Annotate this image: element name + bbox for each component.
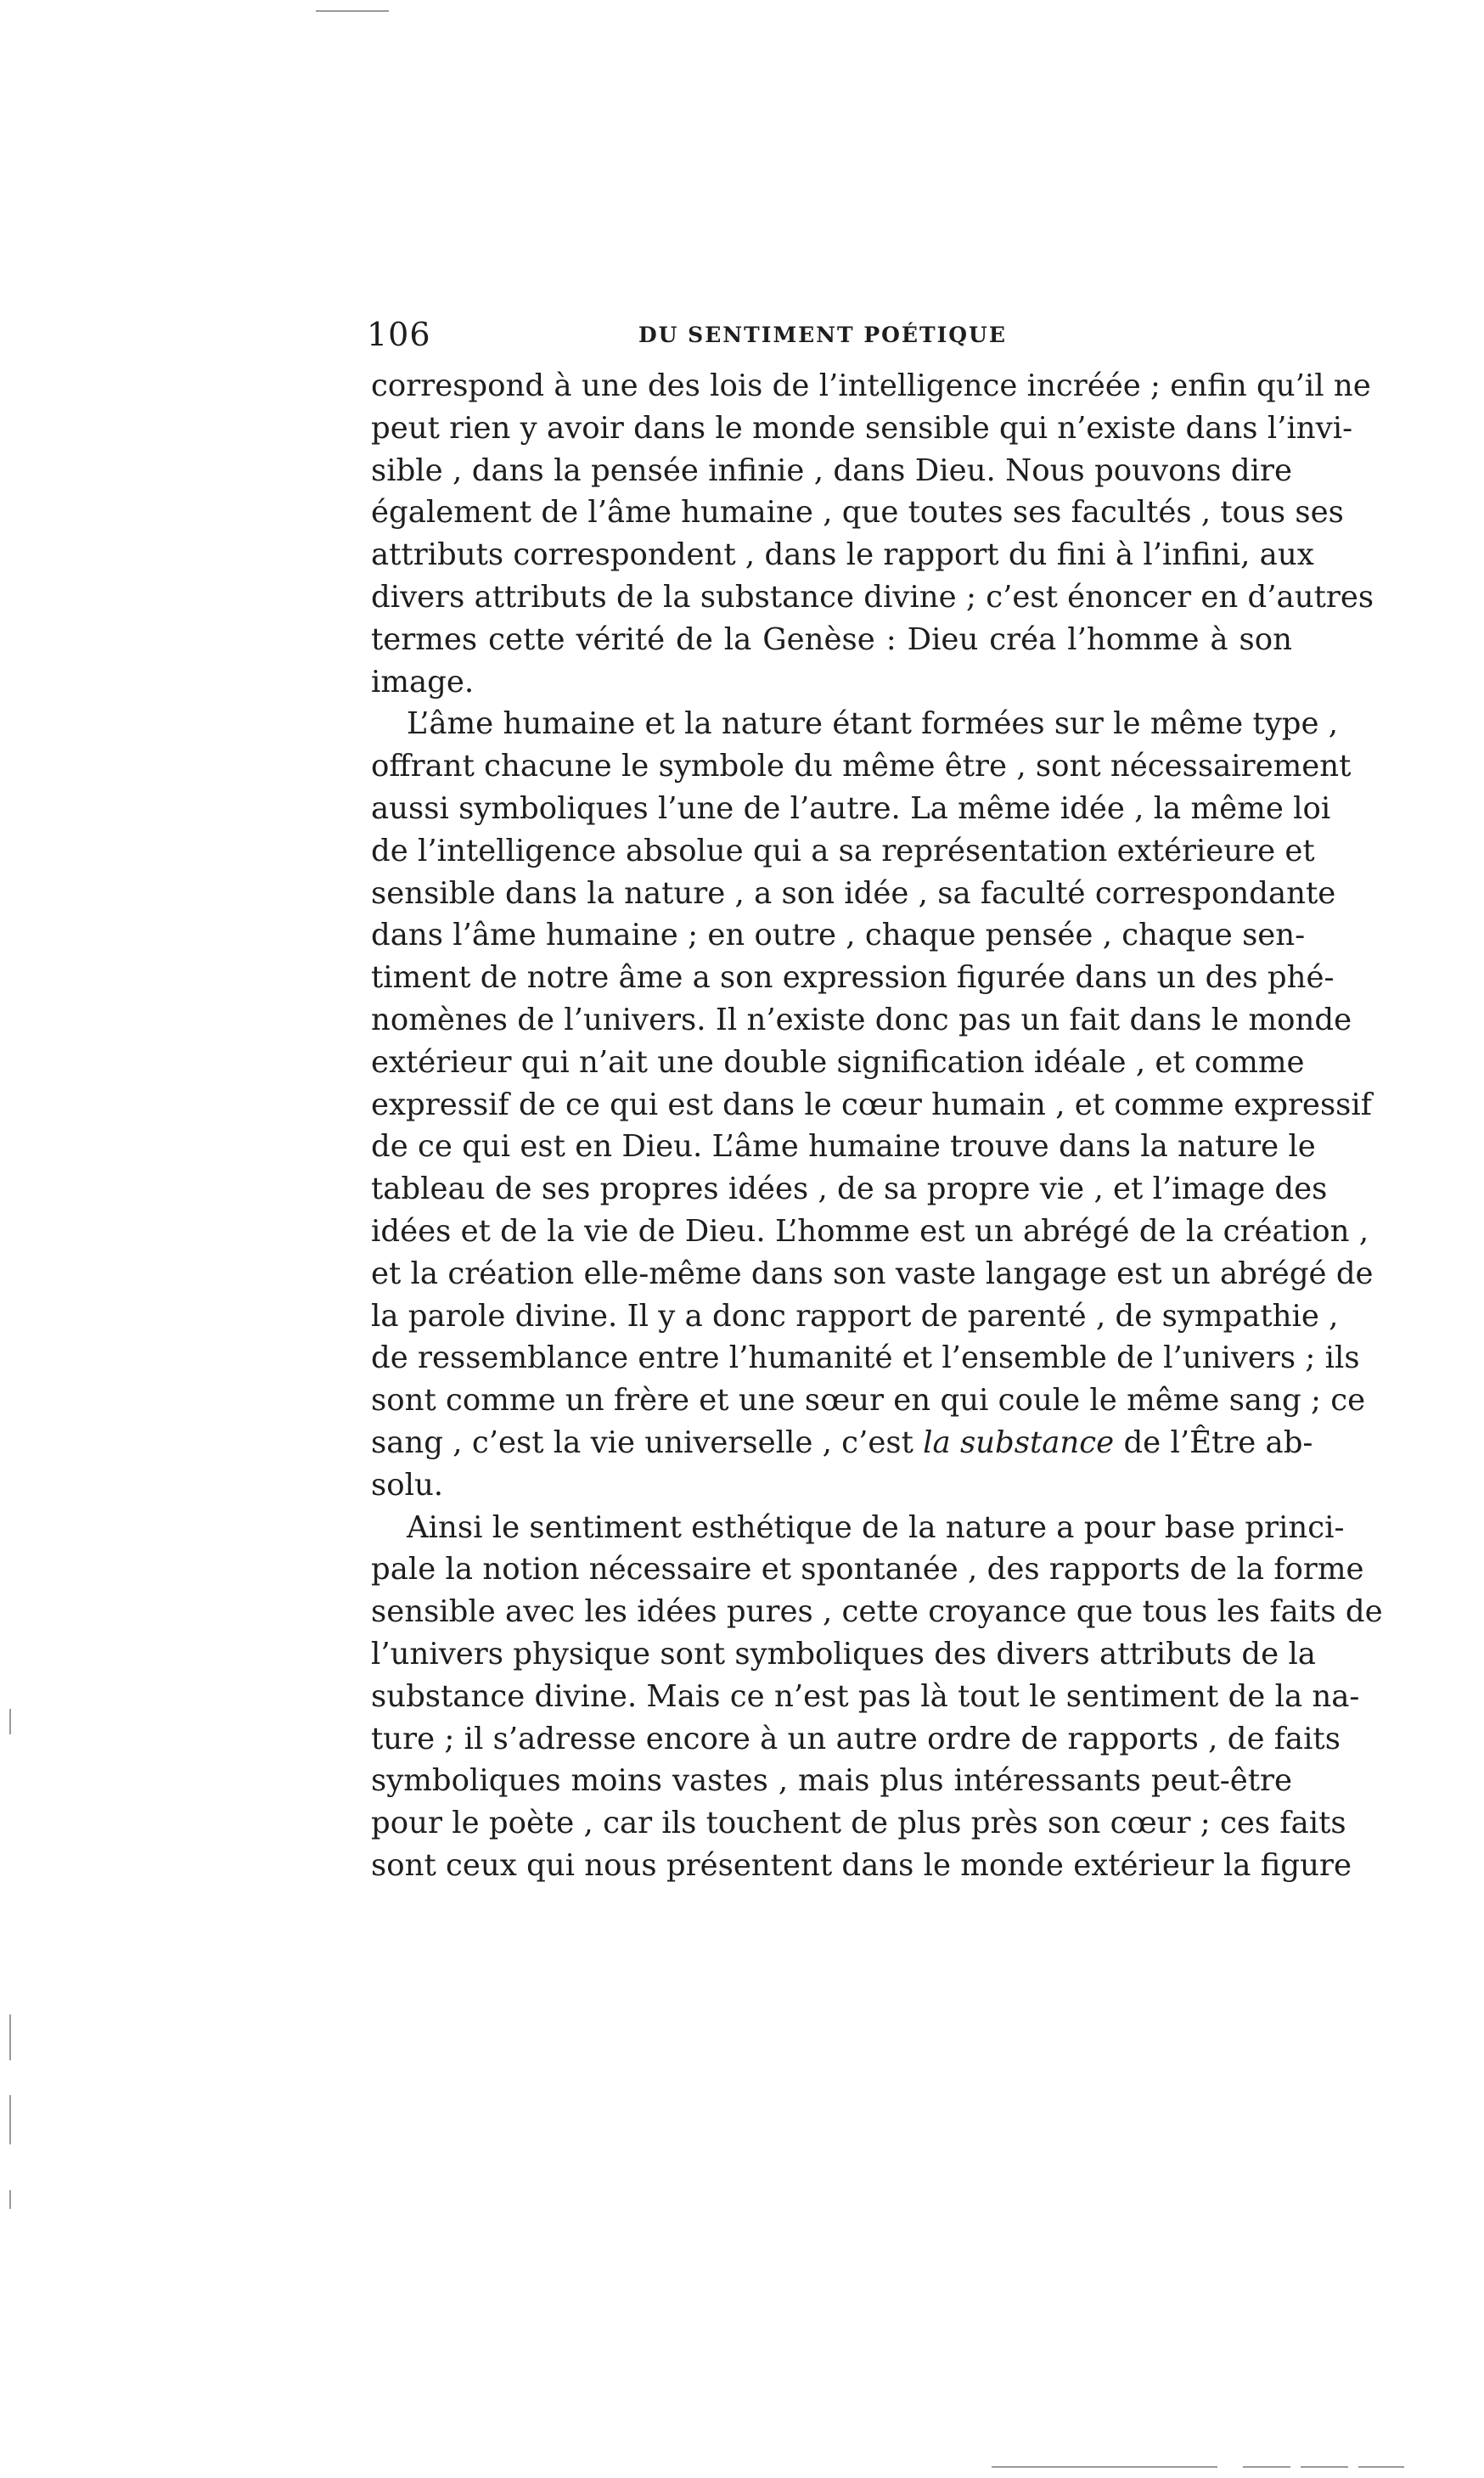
text-line: correspond à une des lois de l’intelligence incréée ; enfin qu’il ne	[371, 368, 1371, 403]
left-margin-scan-mark	[9, 2190, 11, 2209]
text-line: solu.	[371, 1467, 444, 1503]
bottom-edge-scan-mark	[1301, 2466, 1348, 2468]
body-text	[371, 365, 1383, 1887]
running-title: DU SENTIMENT POÉTIQUE	[638, 323, 1007, 347]
text-line: expressif de ce qui est dans le cœur humain , et comme expressif	[371, 1087, 1372, 1122]
italic-text-run: la substance	[923, 1424, 1115, 1460]
text-line: pour le poète , car ils touchent de plus près son cœur ; ces faits	[371, 1806, 1346, 1841]
bottom-edge-scan-mark	[1243, 2466, 1290, 2468]
text-line: peut rien y avoir dans le monde sensible qui n’existe dans l’invi-	[371, 410, 1353, 446]
text-line: Ainsi le sentiment esthétique de la nature a pour base princi-	[407, 1509, 1345, 1545]
text-line: nomènes de l’univers. Il n’existe donc pas un fait dans le monde	[371, 1002, 1352, 1037]
text-line: L’âme humaine et la nature étant formées sur le même type ,	[407, 706, 1339, 742]
bottom-edge-scan-mark	[992, 2466, 1217, 2468]
text-line: pale la notion nécessaire et spontanée , des rapports de la forme	[371, 1552, 1364, 1587]
text-line: la parole divine. Il y a donc rapport de parenté , de sympathie ,	[371, 1298, 1339, 1334]
text-run: de l’Être ab-	[1114, 1424, 1313, 1460]
text-line-with-italic	[371, 1422, 1313, 1464]
text-line: substance divine. Mais ce n’est pas là tout le sentiment de la na-	[371, 1678, 1360, 1714]
text-run: sang , c’est la vie universelle , c’est	[371, 1424, 924, 1460]
text-line: de l’intelligence absolue qui a sa représentation extérieure et	[371, 833, 1315, 868]
text-line: attributs correspondent , dans le rapport du fini à l’infini, aux	[371, 537, 1314, 573]
bottom-edge-scan-mark	[1358, 2466, 1404, 2468]
text-line: divers attributs de la substance divine ; c’est énoncer en d’autres	[371, 579, 1374, 615]
text-line: de ressemblance entre l’humanité et l’ensemble de l’univers ; ils	[371, 1340, 1360, 1376]
text-line: sont comme un frère et une sœur en qui coule le même sang ; ce	[371, 1383, 1366, 1419]
left-margin-scan-mark	[9, 1709, 11, 1734]
text-line: de ce qui est en Dieu. L’âme humaine trouve dans la nature le	[371, 1129, 1316, 1165]
text-line: idées et de la vie de Dieu. L’homme est un abrégé de la création ,	[371, 1213, 1369, 1249]
text-line: sont ceux qui nous présentent dans le monde extérieur la figure	[371, 1847, 1352, 1883]
text-line: offrant chacune le symbole du même être , sont nécessairement	[371, 749, 1352, 784]
text-line: dans l’âme humaine ; en outre , chaque pensée , chaque sen-	[371, 918, 1306, 953]
text-line: symboliques moins vastes , mais plus intéressants peut-être	[371, 1763, 1292, 1799]
text-line: extérieur qui n’ait une double signification idéale , et comme	[371, 1044, 1305, 1080]
left-margin-scan-mark	[9, 2095, 11, 2144]
text-line: et la création elle-même dans son vaste langage est un abrégé de	[371, 1256, 1374, 1291]
text-line: image.	[371, 664, 475, 700]
top-edge-scan-mark	[316, 10, 389, 12]
text-line: également de l’âme humaine , que toutes ses facultés , tous ses	[371, 495, 1344, 531]
text-line: sensible avec les idées pures , cette croyance que tous les faits de	[371, 1594, 1383, 1630]
text-line: l’univers physique sont symboliques des divers attributs de la	[371, 1636, 1316, 1672]
page-number: 106	[367, 316, 431, 353]
text-line: sensible dans la nature , a son idée , sa faculté correspondante	[371, 875, 1336, 911]
text-line: timent de notre âme a son expression figurée dans un des phé-	[371, 960, 1335, 996]
text-line: sible , dans la pensée infinie , dans Dieu. Nous pouvons dire	[371, 452, 1292, 488]
text-line: aussi symboliques l’une de l’autre. La même idée , la même loi	[371, 790, 1331, 826]
page-header	[367, 316, 1292, 363]
text-line: ture ; il s’adresse encore à un autre ordre de rapports , de faits	[371, 1721, 1341, 1756]
text-line: tableau de ses propres idées , de sa propre vie , et l’image des	[371, 1172, 1328, 1207]
text-line: termes cette vérité de la Genèse : Dieu créa l’homme à son	[371, 621, 1292, 657]
left-margin-scan-mark	[9, 2014, 11, 2060]
